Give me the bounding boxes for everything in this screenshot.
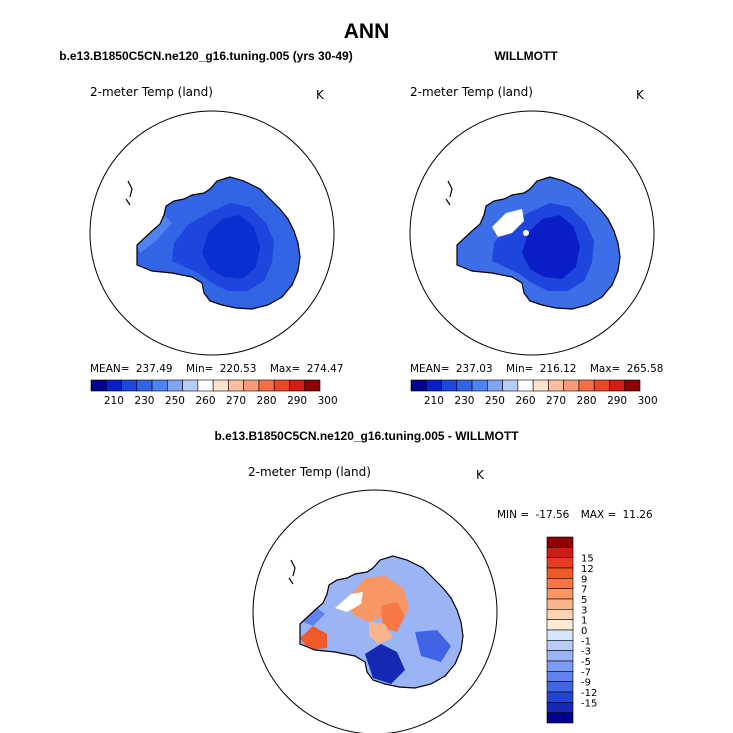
diff-stats [497, 509, 653, 521]
diff-colorbar-tick-label: 9 [581, 574, 588, 586]
model-colorbar [91, 380, 338, 407]
diff-colorbar-tick-label: -1 [581, 636, 591, 648]
diff-colorbar-box [547, 671, 573, 681]
diff-colorbar-box [547, 558, 573, 568]
obs-colorbar-box [533, 380, 548, 391]
obs-colorbar-box [564, 380, 579, 391]
obs-colorbar [411, 380, 658, 407]
model-min-value: 220.53 [219, 363, 257, 375]
diff-colorbar-box [547, 537, 573, 547]
diff-colorbar-tick-label: -7 [581, 667, 591, 679]
panel-obs [410, 49, 663, 407]
model-colorbar-tick-label: 230 [134, 395, 155, 407]
diff-colorbar-box [547, 589, 573, 599]
diff-colorbar [547, 537, 597, 723]
diff-max-label: MAX = [580, 509, 617, 521]
diff-max-value: 11.26 [622, 509, 653, 521]
obs-map [410, 111, 654, 355]
model-case-title: b.e13.B1850C5CN.ne120_g16.tuning.005 (yrs 30-49) [59, 49, 353, 63]
model-colorbar-box [91, 380, 106, 391]
model-colorbar-box [152, 380, 167, 391]
model-colorbar-box [259, 380, 274, 391]
obs-colorbar-tick-label: 270 [546, 395, 567, 407]
model-colorbar-tick-label: 270 [226, 395, 247, 407]
obs-max-value: 265.58 [626, 363, 664, 375]
diff-min-label: MIN = [497, 509, 530, 521]
diff-units-label: K [476, 468, 484, 482]
obs-colorbar-tick-label: 250 [484, 395, 505, 407]
obs-colorbar-box [411, 380, 426, 391]
obs-colorbar-tick-label: 230 [454, 395, 475, 407]
panel-diff [214, 429, 653, 733]
model-colorbar-tick-label: 210 [103, 395, 124, 407]
model-colorbar-tick-label: 280 [256, 395, 277, 407]
model-map [90, 111, 334, 355]
model-colorbar-box [305, 380, 320, 391]
obs-max-label: Max= [589, 363, 621, 375]
diff-colorbar-tick-label: 5 [581, 595, 588, 606]
obs-stats [410, 363, 663, 375]
diff-colorbar-tick-label: 0 [581, 626, 588, 637]
diff-colorbar-tick-label: -3 [581, 646, 591, 658]
diff-colorbar-tick-label: -15 [581, 698, 598, 710]
model-colorbar-tick-label: 300 [317, 395, 338, 407]
diff-colorbar-tick-label: 12 [581, 564, 594, 575]
model-max-label: Max= [269, 363, 301, 375]
diff-colorbar-box [547, 640, 573, 650]
obs-colorbar-tick-label: 290 [607, 395, 628, 407]
diff-colorbar-tick-label: -9 [581, 677, 591, 689]
model-colorbar-box [106, 380, 121, 391]
obs-colorbar-tick-label: 260 [515, 395, 536, 407]
model-colorbar-tick-label: 250 [164, 395, 185, 407]
obs-min-value: 216.12 [539, 363, 577, 375]
panel-model [59, 49, 352, 407]
model-colorbar-box [198, 380, 213, 391]
diff-colorbar-box [547, 692, 573, 702]
model-stats [90, 363, 343, 375]
model-colorbar-tick-label: 260 [195, 395, 216, 407]
diff-title: b.e13.B1850C5CN.ne120_g16.tuning.005 - WILLMOTT [214, 429, 519, 443]
model-mean-value: 237.49 [135, 363, 173, 375]
diff-colorbar-box [547, 568, 573, 578]
main-title: ANN [343, 20, 390, 43]
diff-map [253, 490, 497, 733]
diff-colorbar-box [547, 630, 573, 640]
obs-colorbar-box [487, 380, 502, 391]
obs-colorbar-box [503, 380, 518, 391]
obs-units-label: K [636, 88, 644, 102]
diff-colorbar-box [547, 578, 573, 588]
diff-colorbar-box [547, 547, 573, 557]
obs-colorbar-tick-label: 280 [576, 395, 597, 407]
obs-colorbar-box [426, 380, 441, 391]
diff-min-value: -17.56 [535, 509, 570, 521]
diff-variable-label: 2-meter Temp (land) [248, 465, 371, 479]
diff-colorbar-box [547, 702, 573, 712]
obs-colorbar-box [609, 380, 624, 391]
obs-colorbar-box [625, 380, 640, 391]
diff-colorbar-box [547, 713, 573, 723]
obs-colorbar-box [518, 380, 533, 391]
model-variable-label: 2-meter Temp (land) [90, 85, 213, 99]
model-colorbar-box [274, 380, 289, 391]
diff-colorbar-box [547, 599, 573, 609]
obs-colorbar-box [548, 380, 563, 391]
model-colorbar-box [289, 380, 304, 391]
obs-variable-label: 2-meter Temp (land) [410, 85, 533, 99]
diff-colorbar-box [547, 661, 573, 671]
obs-missing-data-pole [523, 230, 529, 236]
obs-colorbar-box [579, 380, 594, 391]
model-colorbar-box [137, 380, 152, 391]
diff-colorbar-box [547, 651, 573, 661]
obs-mean-label: MEAN= [410, 363, 450, 375]
model-min-label: Min= [185, 363, 214, 375]
obs-colorbar-tick-label: 210 [423, 395, 444, 407]
diff-colorbar-tick-label: -5 [581, 657, 591, 668]
obs-colorbar-box [442, 380, 457, 391]
obs-mean-value: 237.03 [455, 363, 493, 375]
obs-colorbar-box [472, 380, 487, 391]
model-mean-label: MEAN= [90, 363, 130, 375]
diff-colorbar-tick-label: 1 [581, 615, 588, 627]
model-colorbar-box [167, 380, 182, 391]
diff-colorbar-tick-label: -12 [581, 688, 598, 699]
diff-colorbar-tick-label: 15 [581, 553, 594, 565]
model-colorbar-box [122, 380, 137, 391]
diff-colorbar-box [547, 609, 573, 619]
obs-colorbar-box [457, 380, 472, 391]
obs-min-label: Min= [505, 363, 534, 375]
model-colorbar-box [244, 380, 259, 391]
model-colorbar-box [213, 380, 228, 391]
diff-colorbar-box [547, 682, 573, 692]
diff-colorbar-tick-label: 3 [581, 605, 588, 617]
model-units-label: K [316, 88, 324, 102]
diff-colorbar-tick-label: 7 [581, 584, 588, 596]
diff-colorbar-box [547, 620, 573, 630]
model-colorbar-box [183, 380, 198, 391]
obs-colorbar-tick-label: 300 [637, 395, 658, 407]
obs-colorbar-box [594, 380, 609, 391]
model-colorbar-tick-label: 290 [287, 395, 308, 407]
obs-case-title: WILLMOTT [494, 49, 558, 63]
model-colorbar-box [228, 380, 243, 391]
model-max-value: 274.47 [306, 363, 344, 375]
